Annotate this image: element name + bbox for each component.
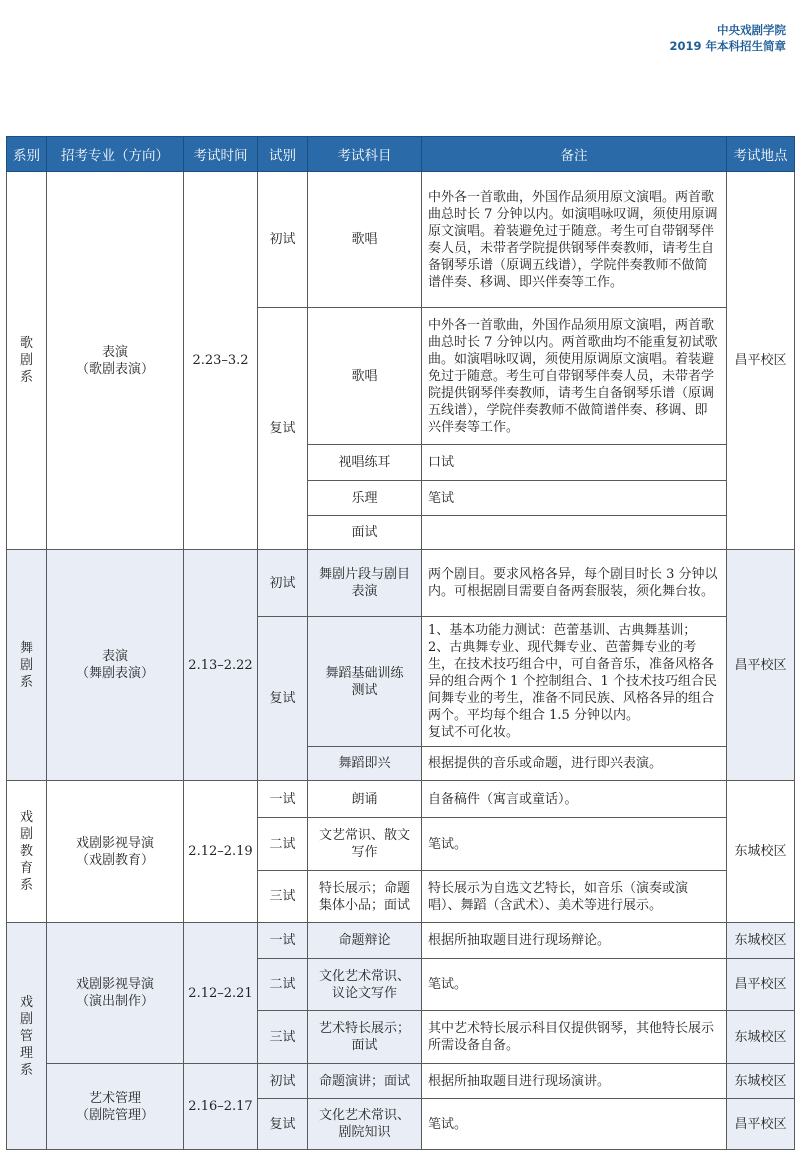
place-cell: 昌平校区 <box>727 172 795 550</box>
subject-cell: 文艺常识、散文 写作 <box>308 818 422 871</box>
place-cell: 昌平校区 <box>727 959 795 1011</box>
major-cell: 表演 （歌剧表演） <box>47 172 184 550</box>
place-cell: 昌平校区 <box>727 1099 795 1150</box>
stage-cell: 复试 <box>258 617 308 781</box>
subject-cell: 舞蹈即兴 <box>308 747 422 781</box>
stage-cell: 一试 <box>258 923 308 959</box>
stage-cell: 三试 <box>258 1011 308 1064</box>
time-cell: 2.12–2.19 <box>184 781 258 923</box>
note-cell: 笔试 <box>422 481 727 516</box>
table-header-row <box>7 137 795 172</box>
table-row <box>7 923 795 959</box>
place-cell: 东城校区 <box>727 923 795 959</box>
dept-cell: 戏 剧 管 理 系 <box>7 923 47 1150</box>
col-header-major: 招考专业（方向） <box>47 137 184 172</box>
page-header <box>669 22 786 54</box>
major-cell: 戏剧影视导演 （演出制作） <box>47 923 184 1064</box>
subject-cell: 歌唱 <box>308 172 422 308</box>
subject-cell: 文化艺术常识、 剧院知识 <box>308 1099 422 1150</box>
stage-cell: 复试 <box>258 1099 308 1150</box>
col-header-note: 备注 <box>422 137 727 172</box>
brochure-title: 2019 年本科招生简章 <box>669 39 786 53</box>
stage-cell: 初试 <box>258 1064 308 1099</box>
stage-cell: 二试 <box>258 959 308 1011</box>
major-cell: 表演 （舞剧表演） <box>47 550 184 781</box>
dept-cell: 歌 剧 系 <box>7 172 47 550</box>
place-cell: 昌平校区 <box>727 550 795 781</box>
note-cell: 自备稿件（寓言或童话）。 <box>422 781 727 818</box>
note-cell: 中外各一首歌曲，外国作品须用原文演唱，两首歌曲总时长 7 分钟以内。两首歌曲均不能重复初试歌曲。如演唱咏叹调，须使用原调原文演唱。着装避免过于随意。考生可自带钢琴伴奏人员，未带者学院提供钢琴伴奏教师，请考生自备钢琴乐谱（原调五线谱），学院伴奏教师不做简谱伴奏、移调、即兴伴奏等工作。 <box>422 308 727 445</box>
exam-schedule-table <box>6 136 795 1150</box>
time-cell: 2.23–3.2 <box>184 172 258 550</box>
stage-cell: 初试 <box>258 172 308 308</box>
place-cell: 东城校区 <box>727 781 795 923</box>
col-header-dept: 系别 <box>7 137 47 172</box>
major-cell: 戏剧影视导演 （戏剧教育） <box>47 781 184 923</box>
stage-cell: 三试 <box>258 871 308 923</box>
major-cell: 艺术管理 （剧院管理） <box>47 1064 184 1150</box>
note-cell: 其中艺术特长展示科目仅提供钢琴，其他特长展示所需设备自备。 <box>422 1011 727 1064</box>
place-cell: 东城校区 <box>727 1064 795 1099</box>
subject-cell: 歌唱 <box>308 308 422 445</box>
table-row <box>7 550 795 617</box>
note-cell: 笔试。 <box>422 959 727 1011</box>
col-header-subject: 考试科目 <box>308 137 422 172</box>
table-row <box>7 172 795 308</box>
subject-cell: 舞蹈基础训练 测试 <box>308 617 422 747</box>
note-cell: 特长展示为自选文艺特长，如音乐（演奏或演唱）、舞蹈（含武术）、美术等进行展示。 <box>422 871 727 923</box>
time-cell: 2.12–2.21 <box>184 923 258 1064</box>
col-header-place: 考试地点 <box>727 137 795 172</box>
note-cell: 笔试。 <box>422 818 727 871</box>
note-cell: 笔试。 <box>422 1099 727 1150</box>
dept-cell: 戏 剧 教 育 系 <box>7 781 47 923</box>
subject-cell: 命题辩论 <box>308 923 422 959</box>
time-cell: 2.16–2.17 <box>184 1064 258 1150</box>
subject-cell: 命题演讲；面试 <box>308 1064 422 1099</box>
stage-cell: 一试 <box>258 781 308 818</box>
note-cell: 口试 <box>422 445 727 481</box>
stage-cell: 复试 <box>258 308 308 550</box>
note-cell: 根据所抽取题目进行现场演讲。 <box>422 1064 727 1099</box>
subject-cell: 面试 <box>308 516 422 550</box>
subject-cell: 乐理 <box>308 481 422 516</box>
col-header-stage: 试别 <box>258 137 308 172</box>
note-cell: 1、基本功能力测试：芭蕾基训、古典舞基训； 2、古典舞专业、现代舞专业、芭蕾舞专业的考生，在技术技巧组合中，可自备音乐，准备风格各异的组合两个 1 个控制组合、1 个技术技巧组合民间舞专业的考生，准备不同民族、风格各异的组合两个。平均每个组合 1.5 分钟以内。 复试不可化妆。 <box>422 617 727 747</box>
time-cell: 2.13–2.22 <box>184 550 258 781</box>
subject-cell: 艺术特长展示； 面试 <box>308 1011 422 1064</box>
stage-cell: 二试 <box>258 818 308 871</box>
table-row <box>7 1064 795 1099</box>
stage-cell: 初试 <box>258 550 308 617</box>
note-cell: 根据所抽取题目进行现场辩论。 <box>422 923 727 959</box>
note-cell: 两个剧目。要求风格各异，每个剧目时长 3 分钟以内。可根据剧目需要自备两套服装，须化舞台妆。 <box>422 550 727 617</box>
subject-cell: 特长展示；命题 集体小品；面试 <box>308 871 422 923</box>
note-cell: 中外各一首歌曲，外国作品须用原文演唱。两首歌曲总时长 7 分钟以内。如演唱咏叹调，须使用原调原文演唱。着装避免过于随意。考生可自带钢琴伴奏人员，未带者学院提供钢琴伴奏教师，请考生自备钢琴乐谱（原调五线谱），学院伴奏教师不做简谱伴奏、移调、即兴伴奏等工作。 <box>422 172 727 308</box>
note-cell: 根据提供的音乐或命题，进行即兴表演。 <box>422 747 727 781</box>
place-cell: 东城校区 <box>727 1011 795 1064</box>
col-header-time: 考试时间 <box>184 137 258 172</box>
dept-cell: 舞 剧 系 <box>7 550 47 781</box>
subject-cell: 朗诵 <box>308 781 422 818</box>
table-row <box>7 781 795 818</box>
school-name: 中央戏剧学院 <box>717 23 786 37</box>
note-cell <box>422 516 727 550</box>
subject-cell: 文化艺术常识、 议论文写作 <box>308 959 422 1011</box>
subject-cell: 视唱练耳 <box>308 445 422 481</box>
subject-cell: 舞剧片段与剧目 表演 <box>308 550 422 617</box>
